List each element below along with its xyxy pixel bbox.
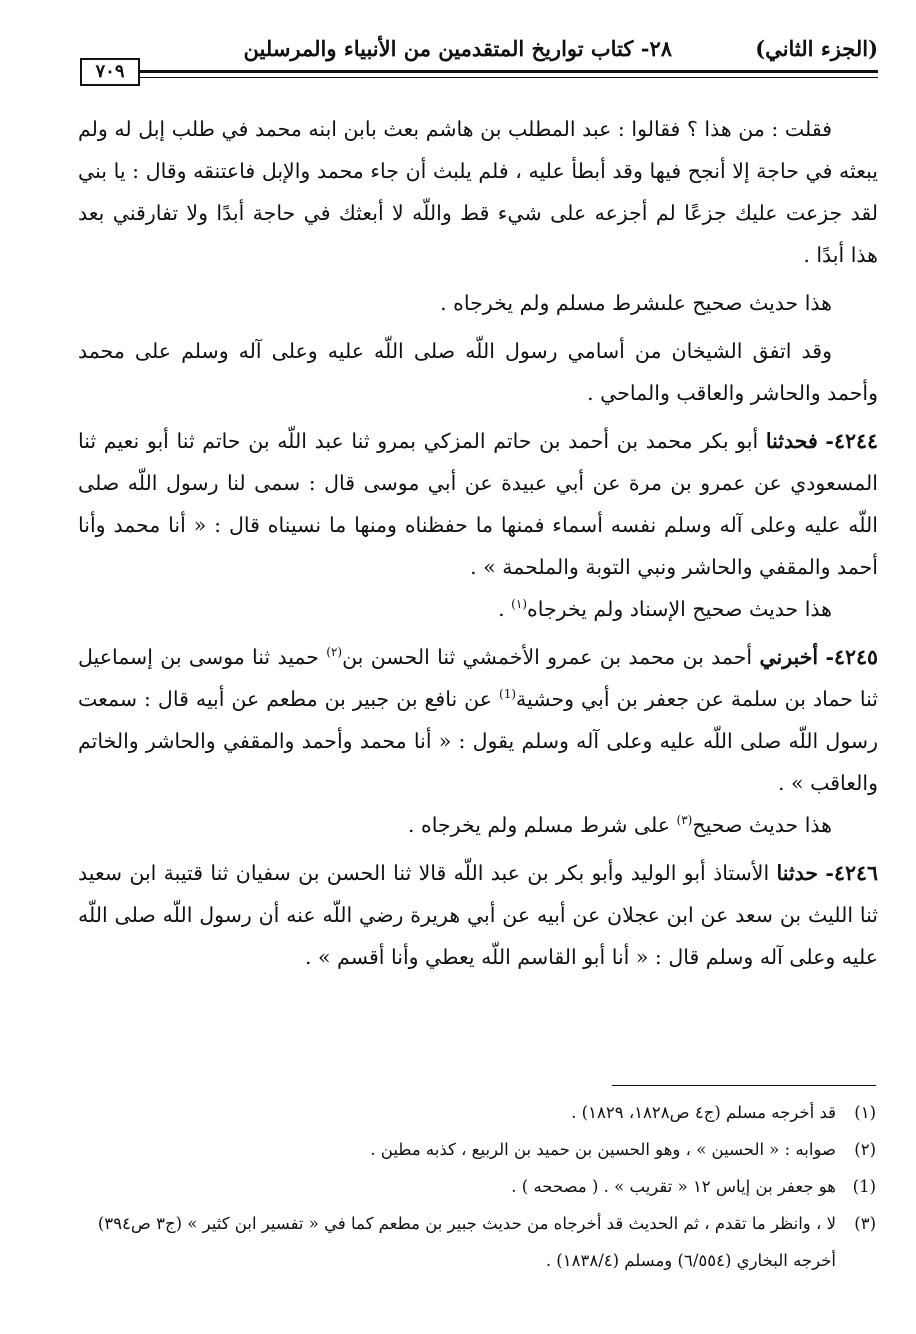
header-rule	[140, 70, 878, 73]
footnote-ref: (1)	[499, 687, 517, 702]
hadith-text: الأستاذ أبو الوليد وأبو بكر بن عبد اللّه قالا ثنا الحسن بن سفيان ثنا قتيبة ابن سعيد ثنا الليث بن سعد عن ابن عجلان عن أبيه عن أبي هريرة رضي اللّه عنه أن رسول اللّه صلى اللّه عليه وعلى آله وسلم قال : « أنا أبو القاسم اللّه يعطي وأنا أقسم » .	[78, 861, 878, 969]
hadith-4245: ٤٢٤٥- أخبرني أحمد بن محمد بن عمرو الأخمشي ثنا الحسن بن$^{(٢)}$ حميد ثنا موسى بن إسماعيل ثنا حماد بن سلمة عن جعفر بن أبي وحشية$^{(1)}$ عن نافع بن جبير بن مطعم عن أبيه قال : سمعت رسول اللّه صلى اللّه عليه وعلى آله وسلم يقول : « أنا محمد وأحمد والمقفي والحاشر والخاتم والعاقب » .	[78, 645, 879, 795]
footnote-mark: (1)	[852, 1177, 876, 1196]
paragraph-1: فقلت : من هذا ؟ فقالوا : عبد المطلب بن هاشم بعث بابن ابنه محمد في طلب إبل له ولم يبعثه في حاجة إلا أنجح فيها وقد أبطأ عليه ، فلم يلبث أن جاء محمد والإبل فاعتنقه وقال : يا بني لقد جزعت عليك جزعًا لم أجزعه على شيء قط واللّه لا أبعثك في حاجة أبدًا ولا تفارقني بعد هذا أبدًا .	[78, 117, 878, 267]
hadith-number: ٤٢٤٤-	[825, 429, 878, 453]
paragraph-2: وقد اتفق الشيخان من أسامي رسول اللّه صلى اللّه عليه وعلى آله وسلم على محمد وأحمد والحاشر والعاقب والماحي .	[78, 339, 878, 405]
ruling-4244: هذا حديث صحيح الإسناد ولم يخرجاه$^{(١)}$ .	[498, 597, 832, 621]
hadith-4244	[78, 420, 878, 588]
hadith-number: ٤٢٤٥-	[825, 645, 879, 669]
footnote-item	[78, 1094, 876, 1131]
part-label: (الجزء الثاني)	[755, 36, 878, 61]
footnote-text: قد أخرجه مسلم (ج٤ ص١٨٢٨، ١٨٢٩) .	[571, 1103, 836, 1122]
footnote-ref: (١)	[511, 597, 527, 612]
hadith-keyword: فحدثنا	[765, 429, 818, 453]
footnote-ref: (٣)	[676, 813, 693, 828]
hadith-keyword: حدثنا	[776, 861, 819, 885]
hadith-number: ٤٢٤٦-	[825, 861, 878, 885]
header-rule-thin	[140, 77, 878, 78]
ruling-1: هذا حديث صحيح علىشرط مسلم ولم يخرجاه .	[440, 291, 832, 315]
ruling-4245: هذا حديث صحيح$^{(٣)}$ على شرط مسلم ولم يخرجاه .	[407, 813, 832, 837]
footnote-text: لا ، وانظر ما تقدم ، ثم الحديث قد أخرجاه من حديث جبير بن مطعم كما في « تفسير ابن كثير » (ج٣ ص٣٩٤) أخرجه البخاري (٦/٥٥٤) ومسلم (١٨٣٨/٤) .	[97, 1214, 836, 1270]
book-title: ٢٨- كتاب تواريخ المتقدمين من الأنبياء والمرسلين	[243, 36, 672, 61]
footnote-mark: (٢)	[854, 1140, 876, 1159]
footnote-item	[78, 1168, 876, 1205]
hadith-keyword: أخبرني	[759, 645, 819, 669]
main-text	[78, 108, 878, 978]
hadith-text: أبو بكر محمد بن أحمد بن حاتم المزكي بمرو ثنا عبد اللّه بن حاتم ثنا أبو نعيم ثنا المسعودي عن عمرو بن مرة عن أبي عبيدة عن أبي موسى قال : سمى لنا رسول اللّه صلى اللّه عليه وعلى آله وسلم نفسه أسماء فمنها ما حفظناه ومنها ما نسيناه قال : « أنا محمد وأنا أحمد والمقفي والحاشر ونبي التوبة والملحمة » .	[78, 429, 878, 579]
footnote-ref: (٢)	[326, 645, 343, 660]
hadith-4246	[78, 852, 878, 978]
footnote-text: هو جعفر بن إياس ١٢ « تقريب » . ( مصححه ) .	[511, 1177, 836, 1196]
footnote-item	[78, 1131, 876, 1168]
footnote-item	[78, 1205, 876, 1279]
footnotes	[78, 1094, 876, 1279]
page-header	[78, 32, 878, 68]
footnote-text: صوابه : « الحسين » ، وهو الحسين بن حميد بن الربيع ، كذبه مطين .	[370, 1140, 836, 1159]
page-number: ٧٠٩	[80, 58, 140, 86]
footnote-divider	[612, 1085, 876, 1086]
footnote-mark: (١)	[854, 1103, 876, 1122]
footnote-mark: (٣)	[854, 1214, 876, 1233]
